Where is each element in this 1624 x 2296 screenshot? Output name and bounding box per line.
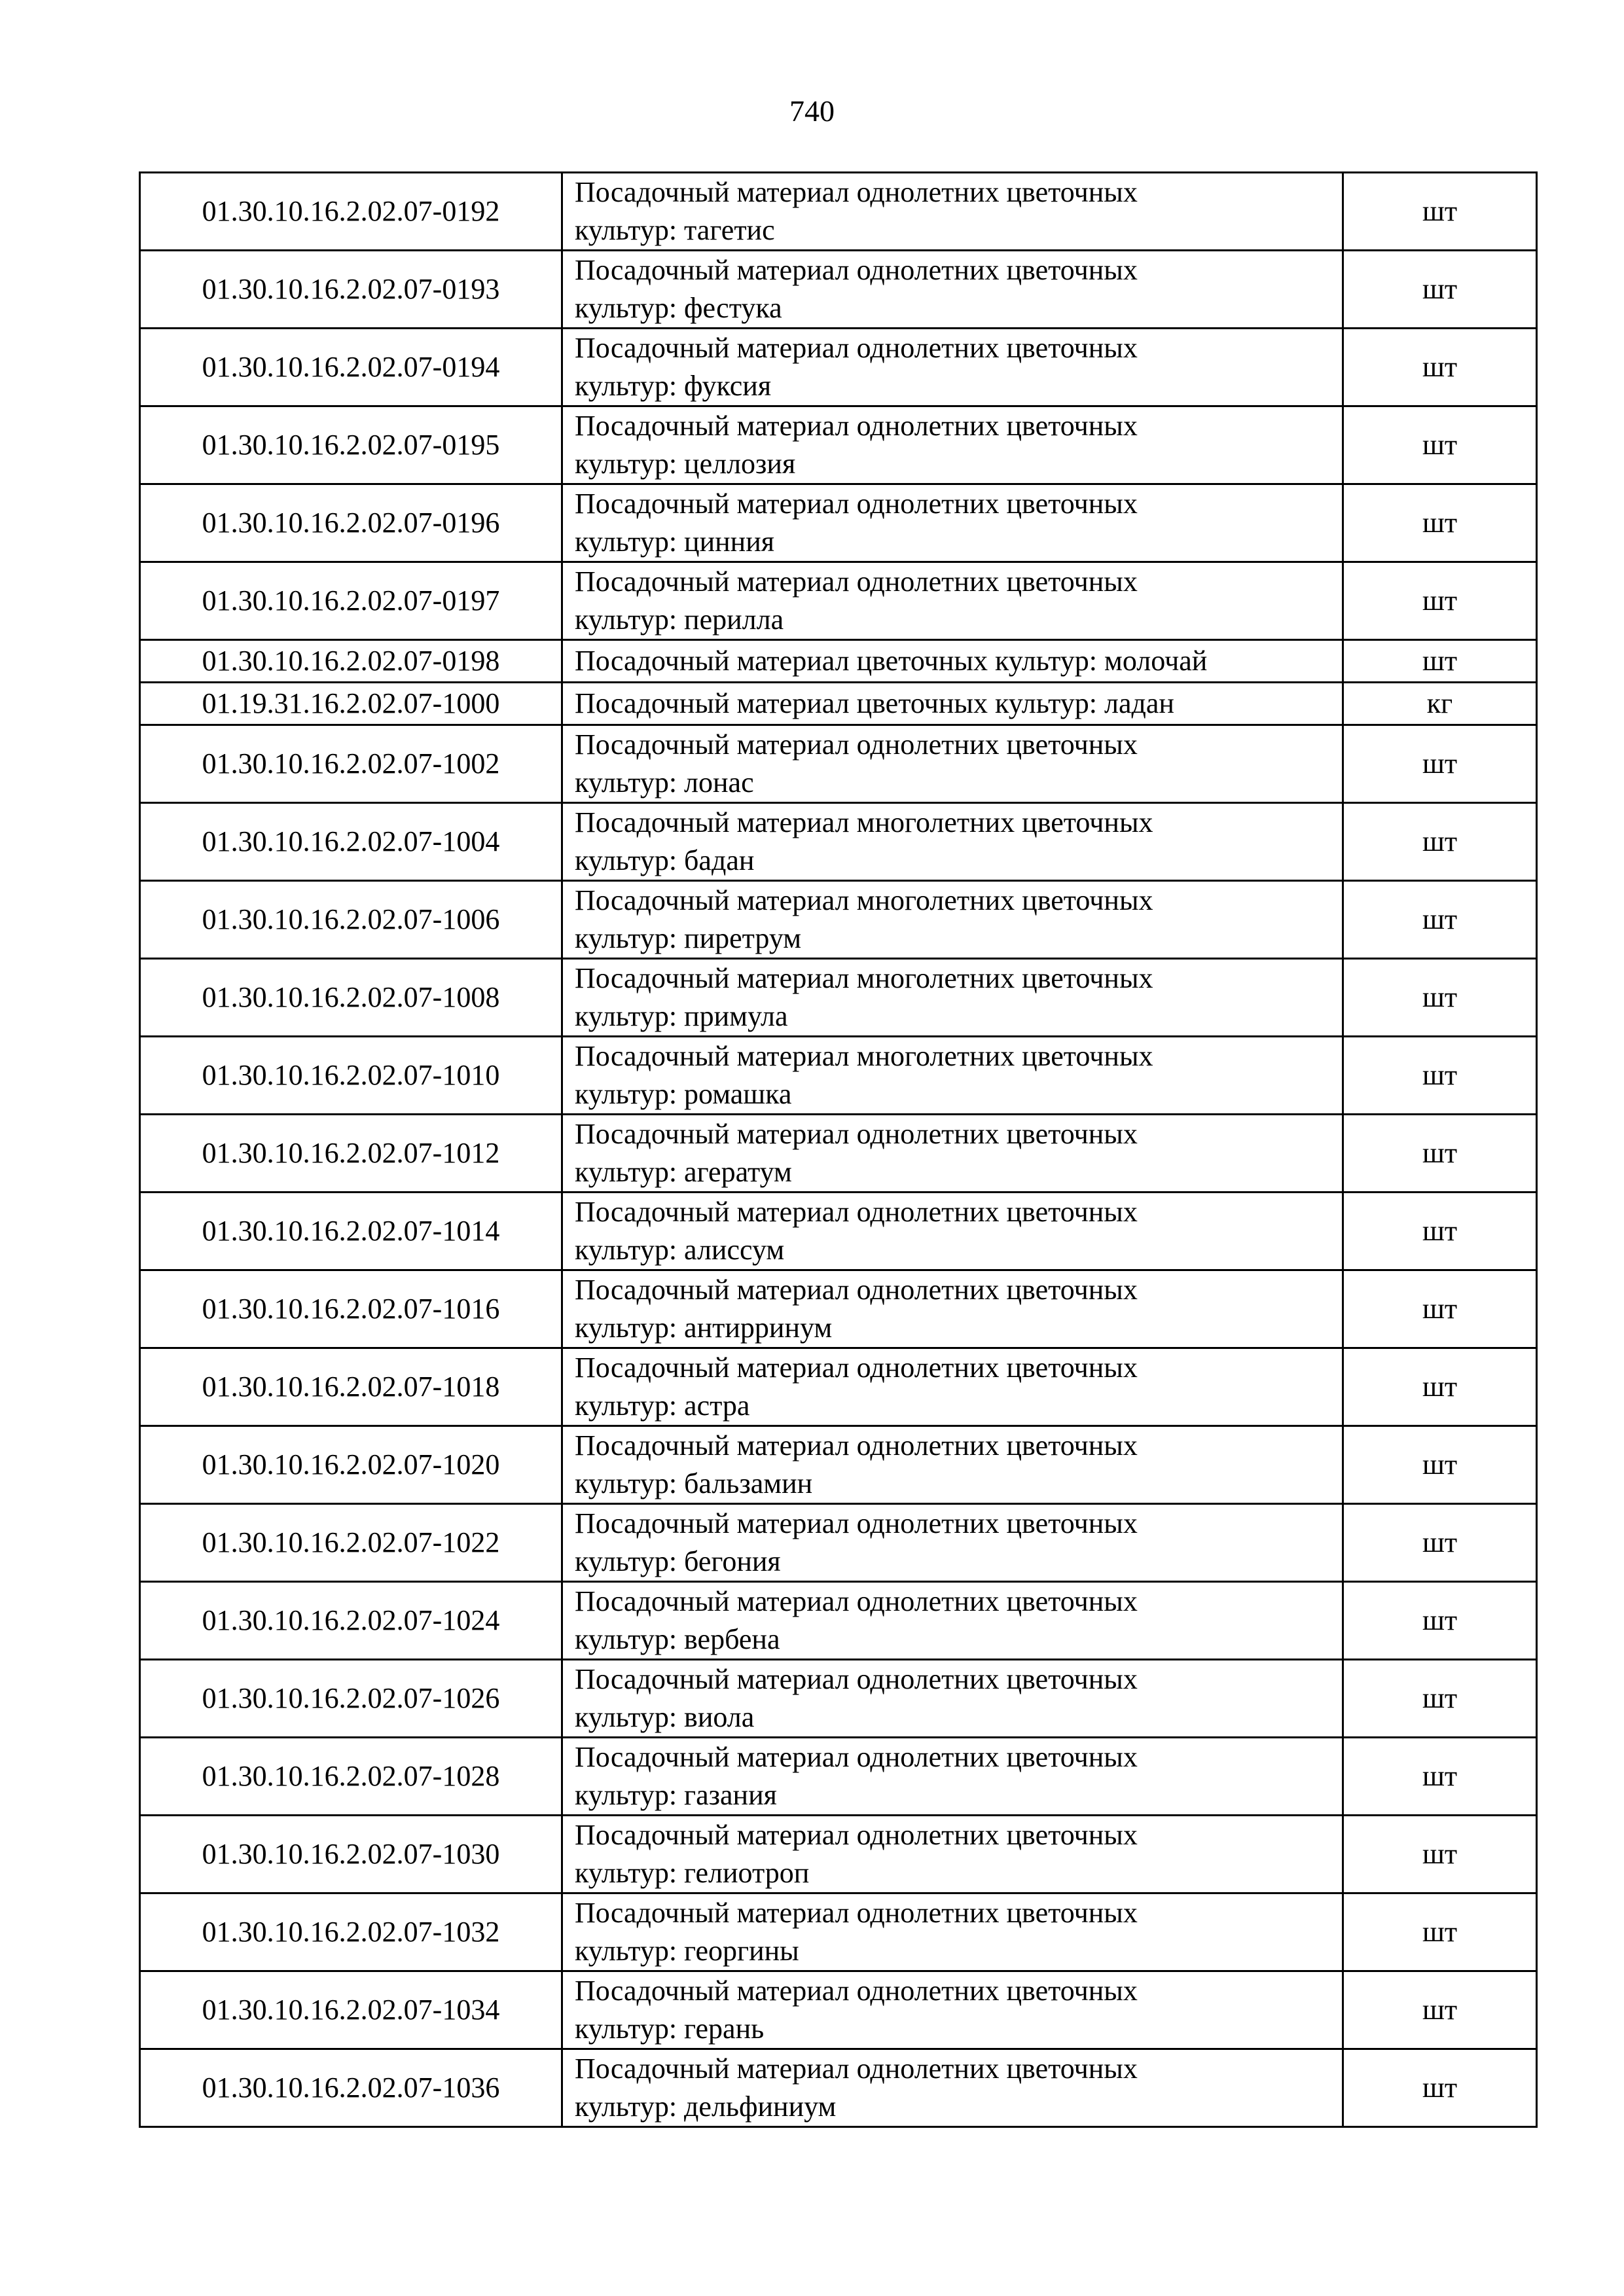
table-row	[140, 1660, 1537, 1738]
unit-of-measure: шт	[1343, 1738, 1537, 1816]
unit-of-measure: шт	[1343, 803, 1537, 881]
resource-name: Посадочный материал многолетних цветочных культур: примула	[562, 959, 1343, 1037]
resource-name: Посадочный материал однолетних цветочных культур: герань	[562, 1971, 1343, 2049]
table-row	[140, 173, 1537, 251]
table-row	[140, 1193, 1537, 1270]
resource-name: Посадочный материал однолетних цветочных культур: тагетис	[562, 173, 1343, 251]
unit-of-measure: шт	[1343, 959, 1537, 1037]
unit-of-measure: шт	[1343, 725, 1537, 803]
table-body	[140, 173, 1537, 2127]
resource-name: Посадочный материал многолетних цветочных культур: пиретрум	[562, 881, 1343, 959]
unit-of-measure: шт	[1343, 1426, 1537, 1504]
resource-name: Посадочный материал однолетних цветочных культур: бальзамин	[562, 1426, 1343, 1504]
table-row	[140, 725, 1537, 803]
resource-name: Посадочный материал многолетних цветочных культур: ромашка	[562, 1037, 1343, 1115]
unit-of-measure: кг	[1343, 683, 1537, 725]
unit-of-measure: шт	[1343, 329, 1537, 406]
resource-name: Посадочный материал однолетних цветочных культур: вербена	[562, 1582, 1343, 1660]
table-row	[140, 1816, 1537, 1893]
resource-name: Посадочный материал цветочных культур: ладан	[562, 683, 1343, 725]
unit-of-measure: шт	[1343, 1660, 1537, 1738]
table-row	[140, 1348, 1537, 1426]
table-row	[140, 406, 1537, 484]
unit-of-measure: шт	[1343, 251, 1537, 329]
resource-code: 01.30.10.16.2.02.07-1010	[140, 1037, 562, 1115]
resource-name: Посадочный материал однолетних цветочных культур: астра	[562, 1348, 1343, 1426]
table-row	[140, 1504, 1537, 1582]
resource-code: 01.30.10.16.2.02.07-0198	[140, 640, 562, 683]
resource-code: 01.30.10.16.2.02.07-0195	[140, 406, 562, 484]
table-row	[140, 1738, 1537, 1816]
resource-name: Посадочный материал однолетних цветочных культур: дельфиниум	[562, 2049, 1343, 2127]
resource-name: Посадочный материал однолетних цветочных культур: целлозия	[562, 406, 1343, 484]
resource-code: 01.30.10.16.2.02.07-1030	[140, 1816, 562, 1893]
resource-name: Посадочный материал многолетних цветочных культур: бадан	[562, 803, 1343, 881]
resource-code: 01.30.10.16.2.02.07-1032	[140, 1893, 562, 1971]
table-row	[140, 640, 1537, 683]
unit-of-measure: шт	[1343, 1348, 1537, 1426]
resource-code: 01.30.10.16.2.02.07-1036	[140, 2049, 562, 2127]
resource-code: 01.19.31.16.2.02.07-1000	[140, 683, 562, 725]
resource-code: 01.30.10.16.2.02.07-0197	[140, 562, 562, 640]
resource-name: Посадочный материал однолетних цветочных культур: георгины	[562, 1893, 1343, 1971]
resource-code: 01.30.10.16.2.02.07-1004	[140, 803, 562, 881]
resource-code: 01.30.10.16.2.02.07-1022	[140, 1504, 562, 1582]
table-row	[140, 1971, 1537, 2049]
resource-code: 01.30.10.16.2.02.07-1028	[140, 1738, 562, 1816]
resource-code: 01.30.10.16.2.02.07-1016	[140, 1270, 562, 1348]
resource-code: 01.30.10.16.2.02.07-1006	[140, 881, 562, 959]
resource-name: Посадочный материал однолетних цветочных культур: фестука	[562, 251, 1343, 329]
table-row	[140, 562, 1537, 640]
unit-of-measure: шт	[1343, 1115, 1537, 1193]
resource-name: Посадочный материал однолетних цветочных культур: гелиотроп	[562, 1816, 1343, 1893]
unit-of-measure: шт	[1343, 1193, 1537, 1270]
table-row	[140, 1582, 1537, 1660]
resource-code: 01.30.10.16.2.02.07-1024	[140, 1582, 562, 1660]
resource-code: 01.30.10.16.2.02.07-1034	[140, 1971, 562, 2049]
resource-code: 01.30.10.16.2.02.07-0192	[140, 173, 562, 251]
table-row	[140, 1037, 1537, 1115]
unit-of-measure: шт	[1343, 1893, 1537, 1971]
resource-name: Посадочный материал цветочных культур: молочай	[562, 640, 1343, 683]
resource-code: 01.30.10.16.2.02.07-1020	[140, 1426, 562, 1504]
resource-code: 01.30.10.16.2.02.07-0196	[140, 484, 562, 562]
resource-name: Посадочный материал однолетних цветочных культур: алиссум	[562, 1193, 1343, 1270]
table-row	[140, 484, 1537, 562]
unit-of-measure: шт	[1343, 1816, 1537, 1893]
unit-of-measure: шт	[1343, 1582, 1537, 1660]
resource-code: 01.30.10.16.2.02.07-1018	[140, 1348, 562, 1426]
unit-of-measure: шт	[1343, 881, 1537, 959]
unit-of-measure: шт	[1343, 1971, 1537, 2049]
table-row	[140, 683, 1537, 725]
resource-name: Посадочный материал однолетних цветочных культур: бегония	[562, 1504, 1343, 1582]
resource-name: Посадочный материал однолетних цветочных культур: цинния	[562, 484, 1343, 562]
page-number: 740	[789, 94, 835, 128]
table-row	[140, 251, 1537, 329]
table-row	[140, 1426, 1537, 1504]
resource-name: Посадочный материал однолетних цветочных культур: перилла	[562, 562, 1343, 640]
unit-of-measure: шт	[1343, 640, 1537, 683]
table-row	[140, 803, 1537, 881]
table-row	[140, 959, 1537, 1037]
unit-of-measure: шт	[1343, 1270, 1537, 1348]
resource-code: 01.30.10.16.2.02.07-1008	[140, 959, 562, 1037]
unit-of-measure: шт	[1343, 1504, 1537, 1582]
unit-of-measure: шт	[1343, 2049, 1537, 2127]
table-row	[140, 1893, 1537, 1971]
table-row	[140, 1115, 1537, 1193]
resource-code: 01.30.10.16.2.02.07-1012	[140, 1115, 562, 1193]
resource-name: Посадочный материал однолетних цветочных культур: агератум	[562, 1115, 1343, 1193]
table-row	[140, 2049, 1537, 2127]
unit-of-measure: шт	[1343, 484, 1537, 562]
materials-table	[139, 171, 1538, 2128]
resource-code: 01.30.10.16.2.02.07-1014	[140, 1193, 562, 1270]
unit-of-measure: шт	[1343, 406, 1537, 484]
table-row	[140, 329, 1537, 406]
resource-code: 01.30.10.16.2.02.07-1026	[140, 1660, 562, 1738]
table-row	[140, 881, 1537, 959]
resource-name: Посадочный материал однолетних цветочных культур: газания	[562, 1738, 1343, 1816]
unit-of-measure: шт	[1343, 1037, 1537, 1115]
resource-name: Посадочный материал однолетних цветочных культур: фуксия	[562, 329, 1343, 406]
unit-of-measure: шт	[1343, 173, 1537, 251]
resource-name: Посадочный материал однолетних цветочных культур: лонас	[562, 725, 1343, 803]
resource-name: Посадочный материал однолетних цветочных культур: виола	[562, 1660, 1343, 1738]
unit-of-measure: шт	[1343, 562, 1537, 640]
resource-code: 01.30.10.16.2.02.07-1002	[140, 725, 562, 803]
resource-code: 01.30.10.16.2.02.07-0193	[140, 251, 562, 329]
resource-name: Посадочный материал однолетних цветочных культур: антирринум	[562, 1270, 1343, 1348]
table-row	[140, 1270, 1537, 1348]
resource-code: 01.30.10.16.2.02.07-0194	[140, 329, 562, 406]
